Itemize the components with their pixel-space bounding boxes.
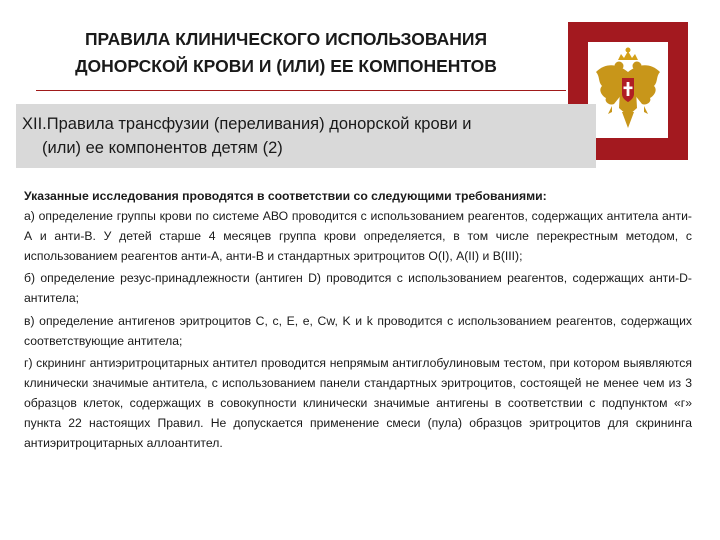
- requirements-intro: Указанные исследования проводятся в соответствии со следующими требованиями:: [24, 189, 547, 203]
- requirement-item-v: в) определение антигенов эритроцитов C, c, E, e, Cw, K и k проводится с использованием реагентов, содержащих соответствующие антитела;: [24, 313, 692, 348]
- slide-title-line-2: ДОНОРСКОЙ КРОВИ И (ИЛИ) ЕЕ КОМПОНЕНТОВ: [75, 56, 497, 76]
- requirement-item-b: б) определение резус-принадлежности (антиген D) проводится с использованием реагентов, содержащих анти-D-антитела;: [24, 271, 692, 306]
- section-subtitle: [22, 112, 590, 160]
- title-divider: [36, 90, 566, 91]
- slide-title-line-1: ПРАВИЛА КЛИНИЧЕСКОГО ИСПОЛЬЗОВАНИЯ: [84, 29, 488, 49]
- body-text: [24, 186, 692, 455]
- double-headed-eagle-emblem-icon: [588, 42, 668, 138]
- subtitle-line-2: (или) ее компонентов детям (2): [42, 139, 283, 157]
- emblem-frame: [588, 42, 668, 138]
- requirement-item-g: г) скрининг антиэритроцитарных антител проводится непрямым антиглобулиновым тестом, при котором выявляются клинически значимые антитела, с использованием панели стандартных эритроцитов, состоящей не менее чем из 3 образцов клеток, содержащих в совокупности клинически значимые антигены в соответствии с подпунктом «г» пункта 22 настоящих Правил. Не допускается применение смеси (пула) образцов эритроцитов для скрининга антиэритроцитарных аллоантител.: [24, 355, 692, 451]
- slide-title: [10, 26, 562, 80]
- subtitle-line-1: XII.Правила трансфузии (переливания) донорской крови и: [22, 115, 472, 133]
- requirement-item-a: а) определение группы крови по системе АВО проводится с использованием реагентов, содержащих антитела анти-А и анти-В. У детей старше 4 месяцев группа крови определяется, в том числе перекрестным методом, с использованием реагентов анти-А, анти-В и стандартных эритроцитов О(I), А(II) и В(III);: [24, 209, 692, 264]
